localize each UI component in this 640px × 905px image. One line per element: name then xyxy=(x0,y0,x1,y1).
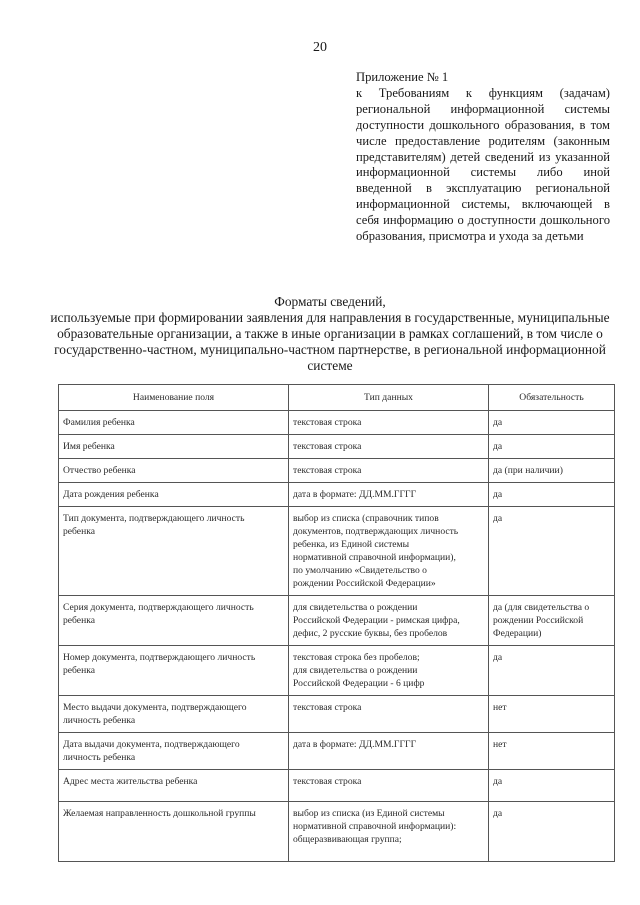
data-type: выбор из списка (справочник типов документов, подтверждающих личность ребенка, из Единой системы нормативной справочной информации), по умолчанию «Свидетельство о рождении Российской Федерации» xyxy=(293,513,459,589)
field-name: Имя ребенка xyxy=(63,441,115,452)
table-row xyxy=(59,459,615,483)
header-field-name: Наименование поля xyxy=(59,385,289,411)
field-name: Серия документа, подтверждающего личность ребенка xyxy=(63,602,254,626)
data-type: текстовая строка xyxy=(293,702,362,713)
required-value: да (для свидетельства о рождении Российской Федерации) xyxy=(493,602,590,639)
data-type: текстовая строка xyxy=(293,465,362,476)
data-type: выбор из списка (из Единой системы нормативной справочной информации): общеразвивающая группа; xyxy=(293,808,457,845)
page-number: 20 xyxy=(313,40,327,55)
field-name: Тип документа, подтверждающего личность ребенка xyxy=(63,513,245,537)
required-value: да xyxy=(493,776,503,787)
table-row xyxy=(59,770,615,802)
field-name: Отчество ребенка xyxy=(63,465,136,476)
table-header-row xyxy=(59,385,615,411)
required-value: нет xyxy=(493,702,507,713)
required-value: да xyxy=(493,489,503,500)
formats-subtitle: используемые при формировании заявления для направления в государственные, муниципальные образовательные организации, а также в иные организации в рамках соглашений, в том числе о государственно-частном, муниципально-частном партнерстве, в региональной информационной системе xyxy=(50,310,610,373)
data-type: текстовая строка xyxy=(293,417,362,428)
table-row xyxy=(59,411,615,435)
table-row xyxy=(59,435,615,459)
formats-title: Форматы сведений, xyxy=(274,294,386,309)
field-name: Дата выдачи документа, подтверждающего личность ребенка xyxy=(63,739,240,763)
data-type: дата в формате: ДД.ММ.ГГГГ xyxy=(293,489,417,500)
header-required: Обязательность xyxy=(489,385,615,411)
required-value: да xyxy=(493,808,503,819)
table-row xyxy=(59,483,615,507)
data-type: текстовая строка xyxy=(293,441,362,452)
table-row xyxy=(59,596,615,646)
field-name: Номер документа, подтверждающего личность ребенка xyxy=(63,652,256,676)
appendix-block xyxy=(356,70,610,245)
data-type: текстовая строка xyxy=(293,776,362,787)
data-type: текстовая строка без пробелов; для свидетельства о рождении Российской Федерации - 6 цифр xyxy=(293,652,425,689)
required-value: да xyxy=(493,652,503,663)
header-data-type: Тип данных xyxy=(289,385,489,411)
fields-table xyxy=(58,384,615,862)
required-value: нет xyxy=(493,739,507,750)
table-row xyxy=(59,507,615,596)
data-type: дата в формате: ДД.ММ.ГГГГ xyxy=(293,739,417,750)
data-type: для свидетельства о рождении Российской Федерации - римская цифра, дефис, 2 русские буквы, без пробелов xyxy=(293,602,460,639)
required-value: да xyxy=(493,441,503,452)
appendix-title: Приложение № 1 xyxy=(356,70,449,84)
appendix-text: к Требованиям к функциям (задачам) региональной информационной системы доступности дошкольного образования, в том числе предоставление родителям (законным представителям) детей сведений из указанной информационной системы либо иной введенной в эксплуатацию региональной информационной системы, включающей в себя информацию о доступности дошкольного образования, присмотра и ухода за детьми xyxy=(356,85,610,244)
table-row xyxy=(59,733,615,770)
table-row xyxy=(59,646,615,696)
field-name: Желаемая направленность дошкольной группы xyxy=(63,808,256,819)
required-value: да (при наличии) xyxy=(493,465,563,476)
required-value: да xyxy=(493,417,503,428)
field-name: Фамилия ребенка xyxy=(63,417,135,428)
field-name: Дата рождения ребенка xyxy=(63,489,159,500)
field-name: Место выдачи документа, подтверждающего личность ребенка xyxy=(63,702,247,726)
table-row xyxy=(59,696,615,733)
field-name: Адрес места жительства ребенка xyxy=(63,776,198,787)
required-value: да xyxy=(493,513,503,524)
table-row xyxy=(59,802,615,862)
